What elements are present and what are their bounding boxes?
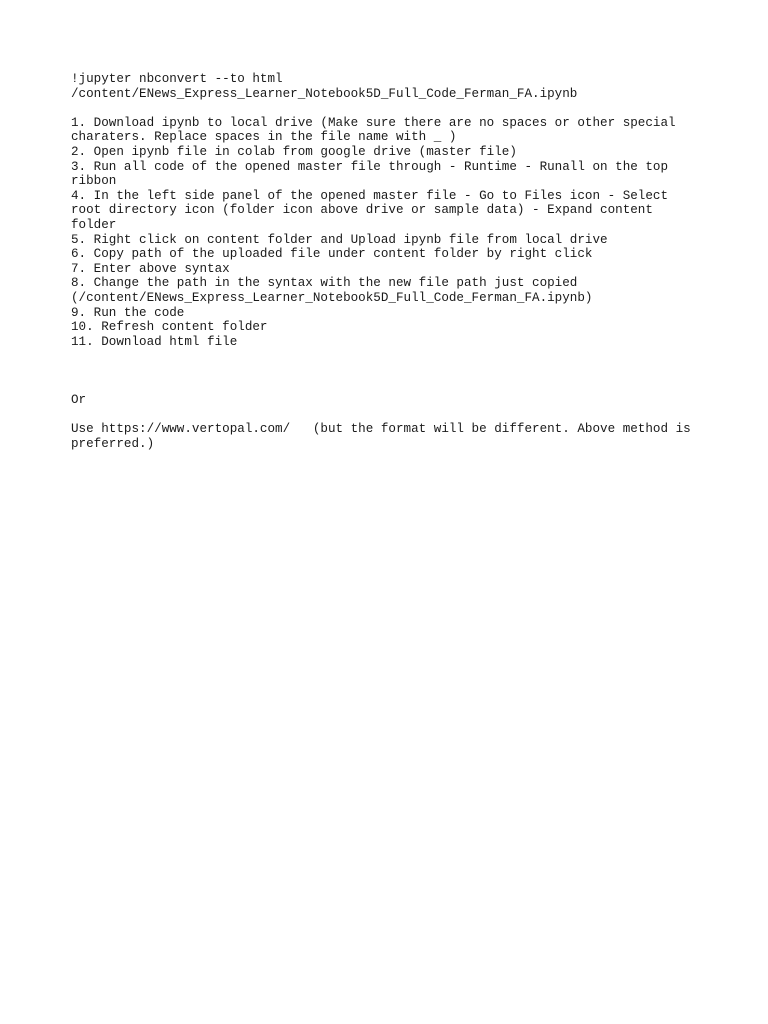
step-line: charaters. Replace spaces in the file name with _ ) (71, 130, 457, 145)
step-line: 4. In the left side panel of the opened master file - Go to Files icon - Select (71, 188, 669, 203)
alternative-line-2: preferred.) (71, 436, 155, 451)
alternative-line-1: Use https://www.vertopal.com/ (but the format will be different. Above method is (71, 422, 691, 437)
step-line: 7. Enter above syntax (71, 261, 230, 276)
blank-line (71, 408, 731, 423)
step-line: 3. Run all code of the opened master file through - Runtime - Runall on the top (71, 159, 669, 174)
step-line: 8. Change the path in the syntax with the new file path just copied (71, 276, 578, 291)
step-line: 5. Right click on content folder and Upload ipynb file from local drive (71, 232, 608, 247)
blank-line (71, 101, 731, 116)
blank-line (71, 349, 731, 364)
command-line-2: /content/ENews_Express_Learner_Notebook5D_Full_Code_Ferman_FA.ipynb (71, 86, 578, 101)
step-line: root directory icon (folder icon above drive or sample data) - Expand content (71, 203, 653, 218)
step-line: (/content/ENews_Express_Learner_Notebook5D_Full_Code_Ferman_FA.ipynb) (71, 290, 593, 305)
step-line: 2. Open ipynb file in colab from google drive (master file) (71, 144, 517, 159)
blank-line (71, 364, 731, 379)
blank-line (71, 378, 731, 393)
step-line: 11. Download html file (71, 334, 238, 349)
step-line: 6. Copy path of the uploaded file under content folder by right click (71, 247, 593, 262)
command-line-1: !jupyter nbconvert --to html (71, 72, 283, 86)
step-line: ribbon (71, 174, 117, 189)
step-line: folder (71, 217, 117, 232)
step-line: 10. Refresh content folder (71, 320, 268, 335)
step-line: 1. Download ipynb to local drive (Make sure there are no spaces or other special (71, 115, 676, 130)
or-label: Or (71, 393, 87, 408)
steps-list (71, 116, 731, 350)
document-text (71, 72, 731, 451)
step-line: 9. Run the code (71, 305, 185, 320)
